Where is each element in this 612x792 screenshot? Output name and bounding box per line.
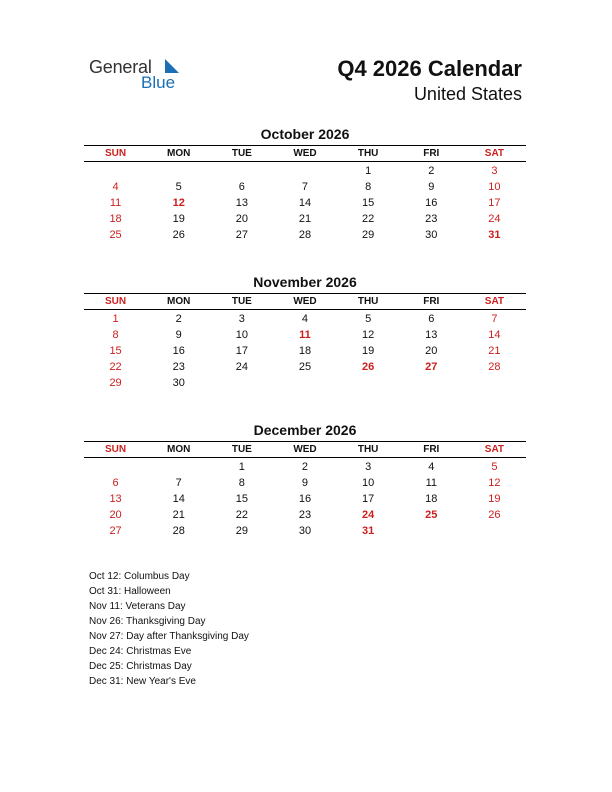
holiday-item: Nov 11: Veterans Day bbox=[89, 601, 186, 612]
day-cell: 31 bbox=[362, 525, 375, 537]
empty-cell bbox=[210, 163, 273, 179]
day-cell: 23 bbox=[172, 361, 185, 373]
holiday-item: Nov 27: Day after Thanksgiving Day bbox=[89, 631, 249, 642]
day-cell: 20 bbox=[425, 345, 438, 357]
day-cell: 4 bbox=[112, 181, 119, 193]
day-cell: 5 bbox=[365, 313, 372, 325]
empty-cell bbox=[273, 163, 336, 179]
day-cell: 18 bbox=[298, 345, 312, 357]
day-cell: 18 bbox=[109, 213, 122, 225]
day-cell: 18 bbox=[425, 493, 438, 505]
day-cell: 25 bbox=[298, 361, 312, 373]
day-cell: 15 bbox=[235, 493, 248, 505]
holiday-item: Dec 24: Christmas Eve bbox=[89, 646, 192, 657]
day-cell: 13 bbox=[425, 329, 438, 341]
day-cell: 13 bbox=[109, 493, 122, 505]
day-cell: 12 bbox=[488, 477, 501, 489]
day-cell: 3 bbox=[238, 313, 245, 325]
empty-cell bbox=[84, 163, 147, 179]
weekday-label: TUE bbox=[231, 296, 252, 307]
day-cell: 27 bbox=[235, 229, 248, 241]
holiday-item: Dec 25: Christmas Day bbox=[89, 661, 192, 672]
day-cell: 21 bbox=[488, 345, 501, 357]
day-cell: 29 bbox=[235, 525, 248, 537]
logo-triangle-icon bbox=[165, 59, 179, 73]
day-cell: 8 bbox=[365, 181, 372, 193]
day-cell: 24 bbox=[235, 361, 248, 373]
holiday-list bbox=[89, 570, 249, 690]
day-cell: 9 bbox=[175, 329, 182, 341]
weekday-label: TUE bbox=[231, 148, 252, 159]
weekday-label: WED bbox=[293, 296, 317, 307]
weekday-header bbox=[84, 293, 526, 310]
day-cell: 29 bbox=[362, 229, 375, 241]
day-cell: 11 bbox=[109, 197, 122, 209]
day-cell: 3 bbox=[365, 461, 372, 473]
day-cell: 4 bbox=[301, 313, 309, 325]
page-title: Q4 2026 Calendar bbox=[337, 56, 522, 81]
day-cell: 8 bbox=[238, 477, 245, 489]
day-cell: 22 bbox=[235, 509, 248, 521]
holiday-item: Oct 31: Halloween bbox=[89, 586, 171, 597]
page-subtitle: United States bbox=[413, 84, 522, 104]
day-cell: 2 bbox=[301, 461, 309, 473]
day-cell: 11 bbox=[299, 329, 311, 341]
weekday-label: THU bbox=[357, 444, 379, 455]
day-cell: 13 bbox=[235, 197, 248, 209]
weekday-label: FRI bbox=[423, 296, 440, 307]
holiday-item: Nov 26: Thanksgiving Day bbox=[89, 616, 206, 627]
day-cell: 2 bbox=[428, 165, 435, 177]
day-cell: 22 bbox=[109, 361, 122, 373]
empty-cell bbox=[147, 459, 210, 475]
day-cell: 30 bbox=[298, 525, 312, 537]
day-cell: 19 bbox=[488, 493, 501, 505]
day-cell: 26 bbox=[172, 229, 185, 241]
weekday-label: THU bbox=[357, 148, 379, 159]
day-cell: 2 bbox=[175, 313, 182, 325]
day-cell: 6 bbox=[238, 181, 245, 193]
day-cell: 23 bbox=[298, 509, 312, 521]
day-cell: 24 bbox=[362, 509, 375, 521]
day-cell: 3 bbox=[491, 165, 498, 177]
day-cell: 21 bbox=[172, 509, 185, 521]
day-cell: 7 bbox=[301, 181, 309, 193]
empty-cell bbox=[147, 163, 210, 179]
day-cell: 5 bbox=[491, 461, 498, 473]
weekday-label: SAT bbox=[484, 148, 505, 159]
day-cell: 6 bbox=[112, 477, 119, 489]
day-cell: 11 bbox=[425, 477, 437, 489]
day-cell: 17 bbox=[235, 345, 248, 357]
day-cell: 5 bbox=[175, 181, 182, 193]
day-cell: 10 bbox=[362, 477, 375, 489]
day-cell: 12 bbox=[172, 197, 185, 209]
weekday-label: FRI bbox=[423, 148, 440, 159]
weekday-label: FRI bbox=[423, 444, 440, 455]
day-cell: 14 bbox=[172, 493, 185, 505]
month-december bbox=[84, 421, 526, 539]
weekday-label: MON bbox=[167, 444, 191, 455]
day-cell: 28 bbox=[298, 229, 312, 241]
weekday-label: SUN bbox=[105, 296, 127, 307]
weekday-label: MON bbox=[167, 296, 191, 307]
day-cell: 25 bbox=[109, 229, 122, 241]
day-cell: 24 bbox=[488, 213, 501, 225]
day-cell: 1 bbox=[365, 165, 372, 177]
day-cell: 26 bbox=[362, 361, 375, 373]
day-cell: 19 bbox=[172, 213, 185, 225]
weekday-label: THU bbox=[357, 296, 379, 307]
weekday-label: SUN bbox=[105, 444, 127, 455]
day-cell: 19 bbox=[362, 345, 375, 357]
weekday-label: SAT bbox=[484, 444, 505, 455]
weekday-label: WED bbox=[293, 148, 317, 159]
day-cell: 30 bbox=[172, 377, 185, 389]
empty-cell bbox=[84, 459, 147, 475]
day-grid bbox=[84, 162, 526, 243]
day-grid bbox=[84, 310, 526, 391]
month-november bbox=[84, 273, 526, 391]
day-cell: 17 bbox=[488, 197, 501, 209]
day-cell: 14 bbox=[298, 197, 312, 209]
day-cell: 16 bbox=[298, 493, 312, 505]
day-cell: 16 bbox=[172, 345, 185, 357]
day-cell: 17 bbox=[362, 493, 375, 505]
day-cell: 10 bbox=[488, 181, 501, 193]
day-cell: 28 bbox=[172, 525, 185, 537]
day-cell: 15 bbox=[109, 345, 122, 357]
day-cell: 1 bbox=[238, 461, 245, 473]
day-cell: 28 bbox=[488, 361, 501, 373]
day-cell: 7 bbox=[175, 477, 182, 489]
day-cell: 9 bbox=[301, 477, 309, 489]
day-cell: 27 bbox=[425, 361, 438, 373]
day-cell: 27 bbox=[109, 525, 122, 537]
day-cell: 16 bbox=[425, 197, 438, 209]
weekday-label: SAT bbox=[484, 296, 505, 307]
day-cell: 1 bbox=[112, 313, 119, 325]
month-title: December 2026 bbox=[253, 422, 357, 438]
holiday-item: Oct 12: Columbus Day bbox=[89, 571, 190, 582]
day-cell: 8 bbox=[112, 329, 119, 341]
logo-word-blue: Blue bbox=[141, 73, 176, 92]
weekday-header bbox=[84, 145, 526, 162]
weekday-header bbox=[84, 441, 526, 458]
day-cell: 30 bbox=[425, 229, 438, 241]
holiday-item: Dec 31: New Year's Eve bbox=[89, 676, 196, 687]
day-grid bbox=[84, 458, 526, 539]
month-title: October 2026 bbox=[260, 126, 350, 142]
day-cell: 20 bbox=[109, 509, 122, 521]
day-cell: 10 bbox=[235, 329, 248, 341]
day-cell: 12 bbox=[362, 329, 375, 341]
weekday-label: TUE bbox=[231, 444, 252, 455]
day-cell: 26 bbox=[488, 509, 501, 521]
day-cell: 4 bbox=[428, 461, 435, 473]
day-cell: 22 bbox=[362, 213, 375, 225]
day-cell: 25 bbox=[425, 509, 438, 521]
day-cell: 15 bbox=[362, 197, 375, 209]
logo-word-general: General bbox=[89, 57, 152, 77]
day-cell: 23 bbox=[425, 213, 438, 225]
day-cell: 29 bbox=[109, 377, 122, 389]
weekday-label: SUN bbox=[105, 148, 127, 159]
day-cell: 9 bbox=[428, 181, 435, 193]
weekday-label: MON bbox=[167, 148, 191, 159]
weekday-label: WED bbox=[293, 444, 317, 455]
month-title: November 2026 bbox=[253, 274, 357, 290]
day-cell: 7 bbox=[491, 313, 498, 325]
day-cell: 20 bbox=[235, 213, 248, 225]
day-cell: 21 bbox=[298, 213, 312, 225]
month-october bbox=[84, 125, 526, 243]
day-cell: 31 bbox=[488, 229, 501, 241]
day-cell: 14 bbox=[488, 329, 501, 341]
day-cell: 6 bbox=[428, 313, 435, 325]
